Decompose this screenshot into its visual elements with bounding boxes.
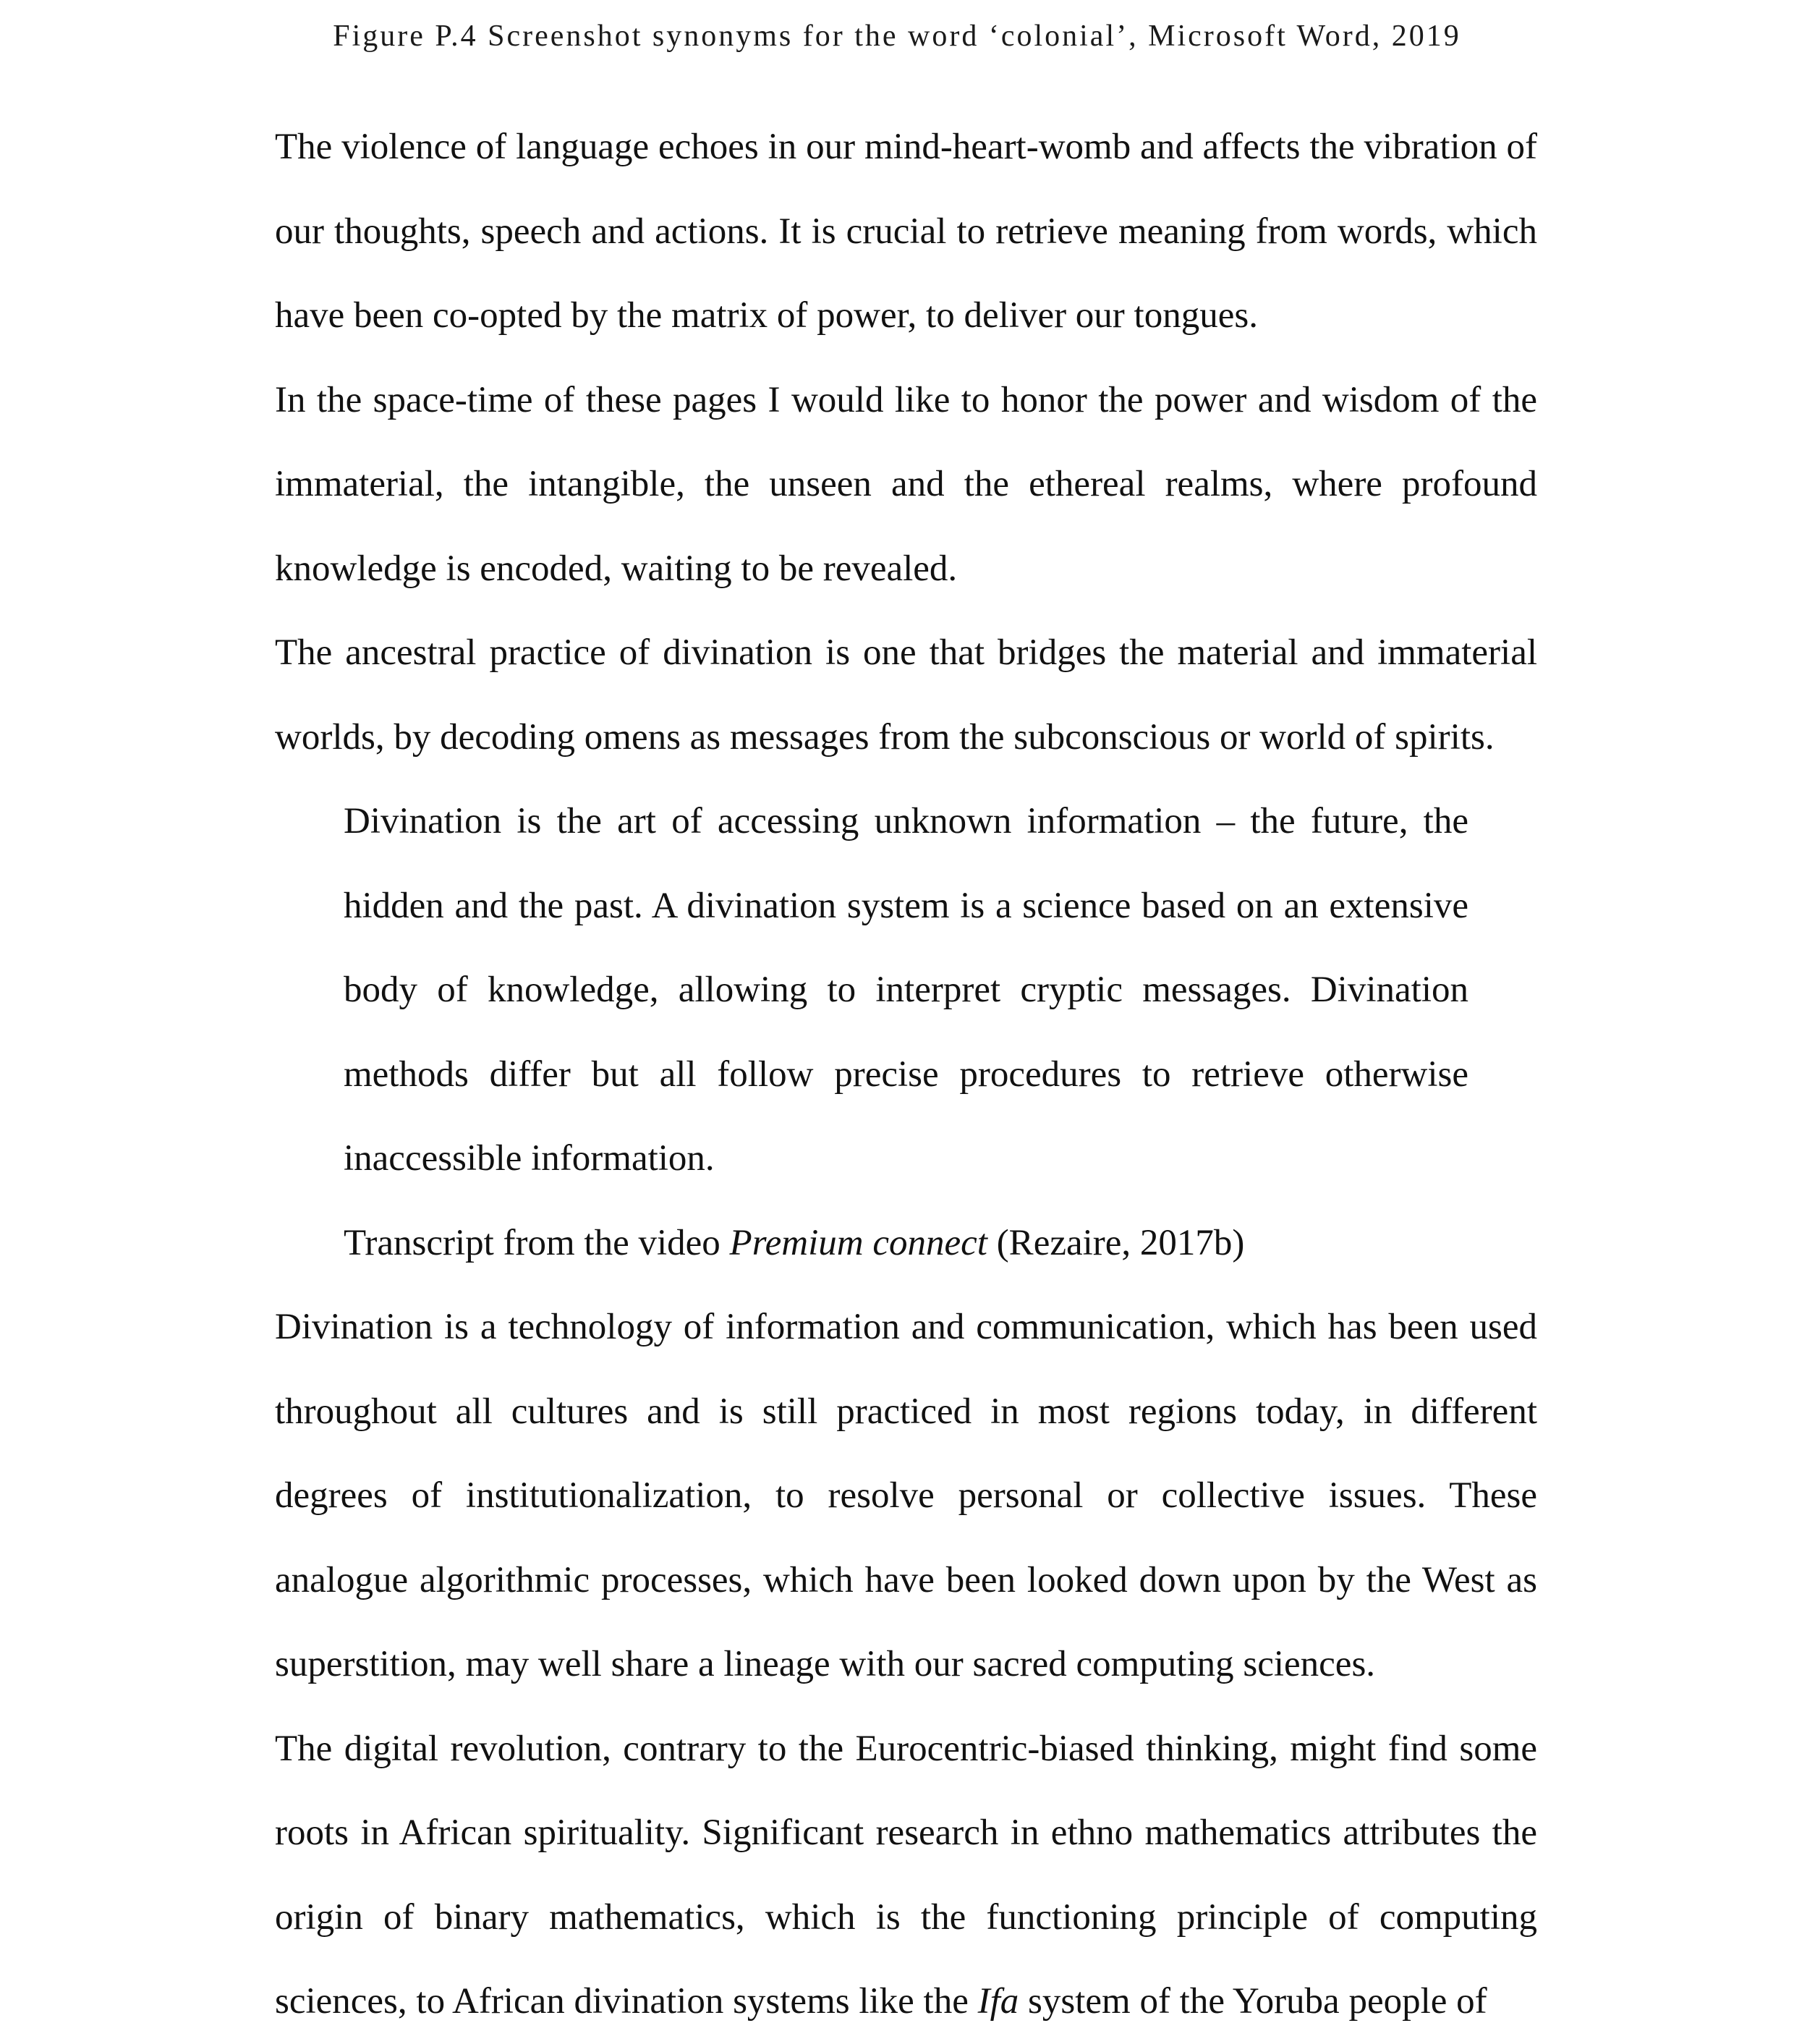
paragraph-digital-revolution-end: system of the Yoruba people of: [1019, 1981, 1487, 2022]
block-quote: Divination is the art of accessing unknown information – the future, the hidden and the past. A divination system is a science based on an extensive body of knowledge, allowing to interpret cryptic messages. Divination methods differ but all follow precise procedures to retrieve otherwise inaccessible information.: [344, 801, 1468, 1179]
quote-source: [344, 1201, 1468, 1286]
figure-caption: Figure P.4 Screenshot synonyms for the word ‘colonial’, Microsoft Word, 2019: [333, 20, 1461, 53]
paragraph-digital-revolution: [275, 1707, 1537, 2044]
quote-source-prefix: Transcript from the video: [344, 1222, 730, 1263]
paragraph-digital-revolution-text: The digital revolution, contrary to the Eurocentric-biased thinking, might find some roots in African spirituality. Significant research in ethno mathematics attributes the origin of binary mathematics, which is the functioning principle of computing sciences, to African divination systems like the: [275, 1728, 1537, 2022]
paragraph-divination-technology: Divination is a technology of information and communication, which has been used throughout all cultures and is still practiced in most regions today, in different degrees of institutionalization, to resolve personal or collective issues. These analogue algorithmic processes, which have been looked down upon by the West as superstition, may well share a lineage with our sacred computing sciences.: [275, 1307, 1537, 1684]
quote-source-suffix: (Rezaire, 2017b): [987, 1222, 1245, 1263]
paragraph-language-violence: The violence of language echoes in our mind-heart-womb and affects the vibration of our thoughts, speech and actions. It is crucial to retrieve meaning from words, which have been co-opted by the matrix of power, to deliver our tongues.: [275, 127, 1537, 336]
ifa-term: Ifa: [977, 1981, 1019, 2022]
document-body: [275, 105, 1537, 2044]
paragraph-divination-practice: The ancestral practice of divination is one that bridges the material and immaterial worlds, by decoding omens as messages from the subconscious or world of spirits.: [275, 632, 1537, 758]
paragraph-immaterial: In the space-time of these pages I would like to honor the power and wisdom of the immaterial, the intangible, the unseen and the ethereal realms, where profound knowledge is encoded, waiting to be revealed.: [275, 379, 1537, 589]
quote-source-title: Premium connect: [729, 1222, 987, 1263]
